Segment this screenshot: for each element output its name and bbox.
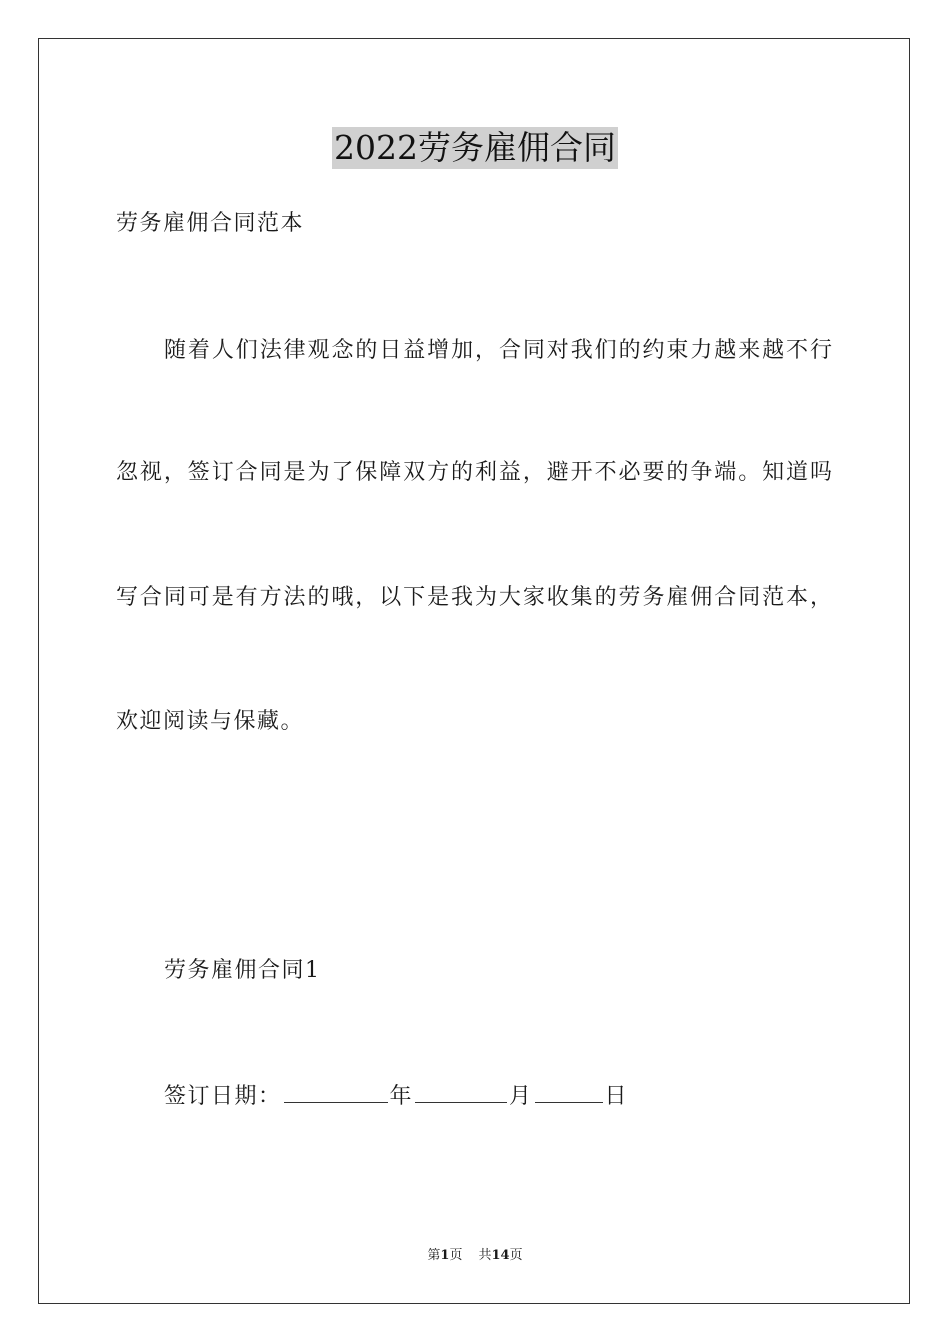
page-prefix: 第 <box>427 1248 441 1263</box>
year-blank[interactable] <box>284 1080 388 1103</box>
document-subtitle: 劳务雇佣合同范本 <box>116 211 305 236</box>
page-current: 1 <box>440 1248 450 1263</box>
title-container <box>0 127 950 169</box>
day-blank[interactable] <box>535 1080 603 1103</box>
total-prefix: 共 <box>478 1248 492 1263</box>
intro-line-2: 忽视，签订合同是为了保障双方的利益，避开不必要的争端。知道吗 <box>116 460 832 485</box>
total-suffix: 页 <box>509 1248 523 1263</box>
year-label: 年 <box>389 1084 414 1109</box>
document-title: 2022劳务雇佣合同 <box>334 128 616 167</box>
section-heading: 劳务雇佣合同1 <box>164 958 321 983</box>
sign-date-row <box>164 1080 628 1112</box>
intro-line-3: 写合同可是有方法的哦，以下是我为大家收集的劳务雇佣合同范本， <box>116 585 832 610</box>
month-label: 月 <box>509 1084 533 1109</box>
page-suffix: 页 <box>449 1248 463 1263</box>
intro-line-1: 随着人们法律观念的日益增加，合同对我们的约束力越来越不行 <box>164 338 832 363</box>
intro-line-4: 欢迎阅读与保藏。 <box>116 709 305 734</box>
page-total: 14 <box>491 1248 510 1263</box>
month-blank[interactable] <box>415 1080 507 1103</box>
page-footer <box>0 1247 950 1265</box>
sign-date-label: 签订日期： <box>164 1084 282 1109</box>
day-label: 日 <box>604 1084 629 1109</box>
